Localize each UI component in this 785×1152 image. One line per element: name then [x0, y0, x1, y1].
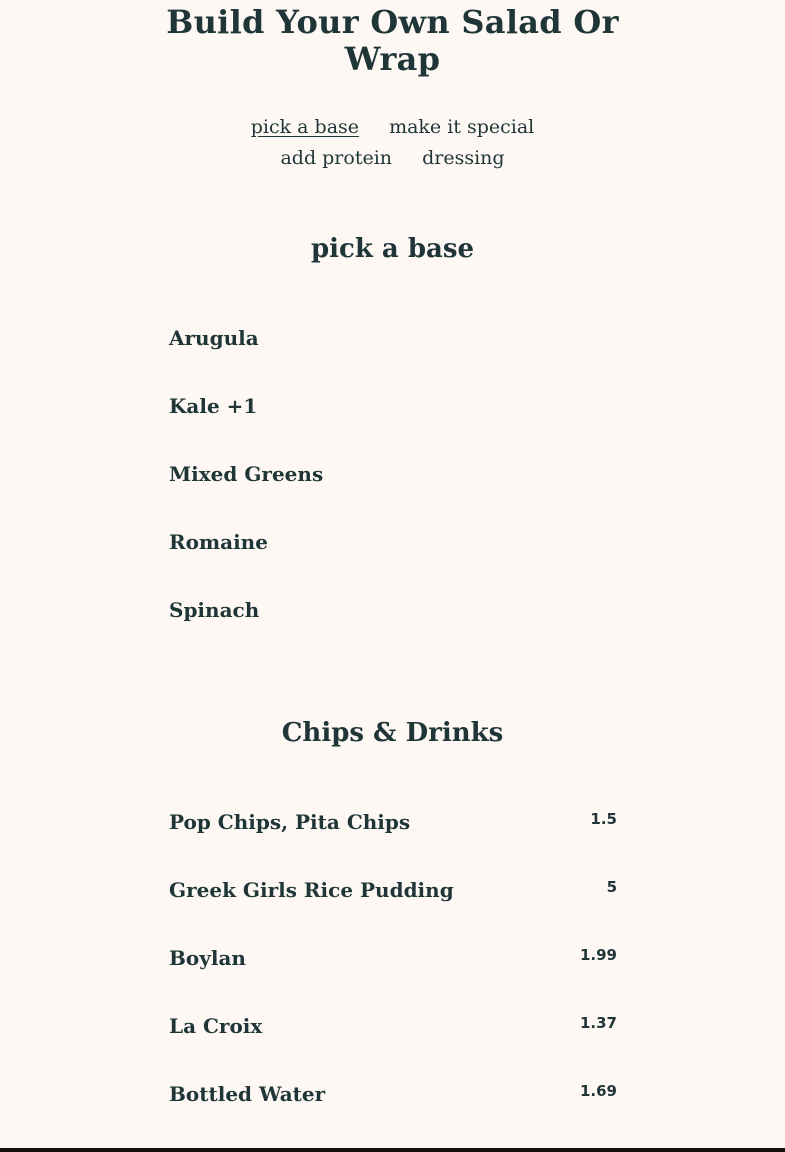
- nav-link-add-protein[interactable]: add protein: [280, 147, 393, 169]
- menu-item-name: Arugula: [169, 326, 259, 350]
- nav-link-dressing[interactable]: dressing: [422, 147, 505, 169]
- menu-item[interactable]: [169, 810, 617, 878]
- menu-item[interactable]: [169, 946, 617, 1014]
- page-title-line-2: Wrap: [344, 40, 441, 78]
- menu-item[interactable]: [169, 598, 617, 666]
- menu-item-price: 1.5: [590, 810, 617, 828]
- menu-item-name: Mixed Greens: [169, 462, 324, 486]
- section-nav-row-1: [0, 115, 785, 139]
- menu-item[interactable]: [169, 1014, 617, 1082]
- menu-item[interactable]: [169, 1082, 617, 1150]
- menu-item-name: Greek Girls Rice Pudding: [169, 878, 454, 902]
- section-nav-row-2: [0, 146, 785, 170]
- menu-item-price: 1.99: [579, 946, 617, 964]
- menu-item-price: 1.69: [579, 1082, 617, 1100]
- menu-item-name: La Croix: [169, 1014, 263, 1038]
- page-title-line-1: Build Your Own Salad Or: [166, 3, 619, 41]
- menu-item-name: Pop Chips, Pita Chips: [169, 810, 411, 834]
- menu-item[interactable]: [169, 326, 617, 394]
- nav-link-make-it-special[interactable]: make it special: [389, 116, 535, 138]
- menu-item-name: Kale +1: [169, 394, 258, 418]
- section-heading-pick-a-base: pick a base: [310, 234, 475, 264]
- base-options-list: [169, 326, 617, 666]
- menu-item-price: 5: [606, 878, 617, 896]
- menu-item-name: Boylan: [169, 946, 246, 970]
- menu-item[interactable]: [169, 462, 617, 530]
- menu-item[interactable]: [169, 530, 617, 598]
- chips-drinks-list: [169, 810, 617, 1150]
- menu-item[interactable]: [169, 878, 617, 946]
- menu-item-price: 1.37: [579, 1014, 617, 1032]
- menu-item-name: Spinach: [169, 598, 260, 622]
- menu-item-name: Bottled Water: [169, 1082, 326, 1106]
- section-heading-chips-drinks: Chips & Drinks: [281, 718, 504, 748]
- menu-item-name: Romaine: [169, 530, 268, 554]
- nav-link-pick-a-base[interactable]: pick a base: [250, 116, 360, 138]
- menu-item[interactable]: [169, 394, 617, 462]
- bottom-divider: [0, 1148, 785, 1152]
- page-title: [0, 4, 785, 78]
